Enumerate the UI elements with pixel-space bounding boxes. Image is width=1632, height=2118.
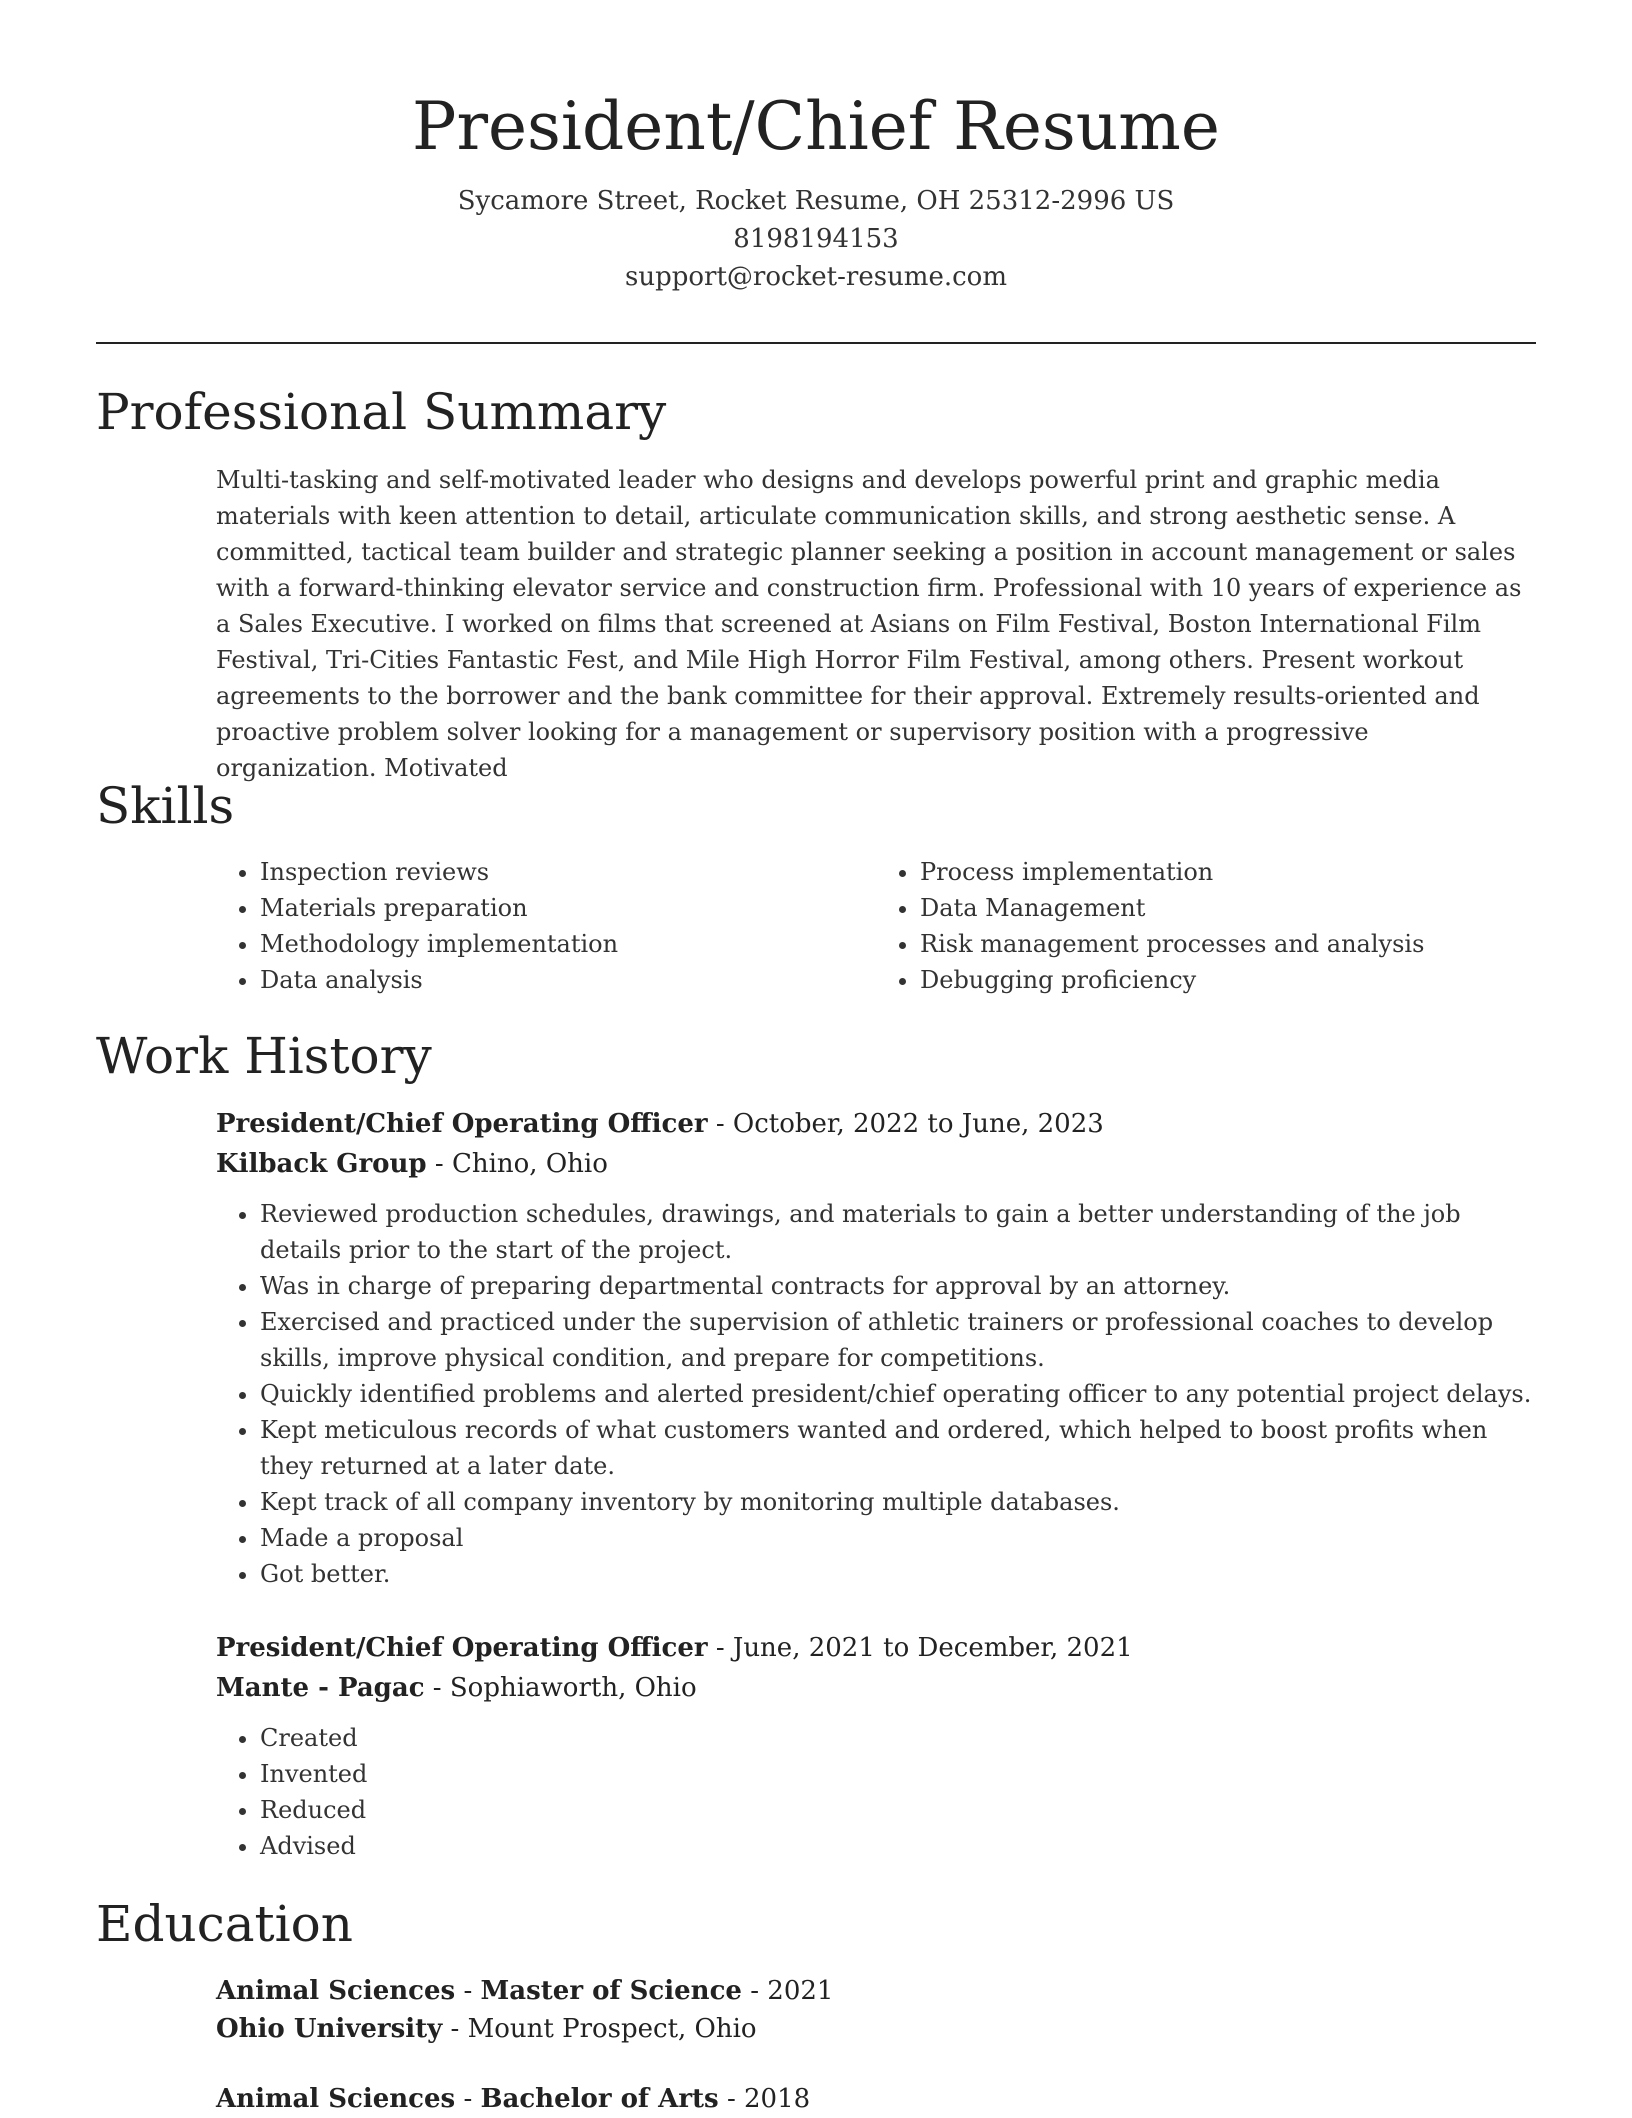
job-bullet: • Kept track of all company inventory by monitoring multiple databases.: [260, 1484, 1536, 1520]
edu-degree: Master of Science: [480, 1976, 742, 2006]
separator: -: [424, 1673, 450, 1703]
job-bullet: • Reduced: [260, 1792, 1536, 1828]
skill-item: • Debugging proficiency: [920, 962, 1536, 998]
job-bullet: • Kept meticulous records of what customers wanted and ordered, which helped to boost profits when they returned at a later date.: [260, 1412, 1536, 1484]
job-location: Chino, Ohio: [451, 1149, 608, 1179]
job-dates: June, 2021 to December, 2021: [732, 1633, 1133, 1663]
job-company: Mante - Pagac: [216, 1673, 425, 1703]
skill-item: • Risk management processes and analysis: [920, 926, 1536, 962]
edu-degree: Bachelor of Arts: [480, 2084, 719, 2114]
job-bullet: • Reviewed production schedules, drawings, and materials to gain a better understanding of the job details prior to the start of the project.: [260, 1196, 1536, 1268]
skills-heading: Skills: [96, 777, 235, 835]
education-entry: [216, 2080, 1536, 2118]
resume-name: President/Chief Resume: [412, 88, 1220, 165]
contact-phone: 8198194153: [733, 224, 899, 254]
job-bullet: • Was in charge of preparing departmental contracts for approval by an attorney.: [260, 1268, 1536, 1304]
skills-column-right: [876, 854, 1536, 998]
job-title-line: [216, 1104, 1536, 1144]
separator: -: [718, 2084, 745, 2114]
job-bullet: • Quickly identified problems and alerted president/chief operating officer to any potential project delays.: [260, 1376, 1536, 1412]
edu-field: Animal Sciences: [216, 1976, 456, 2006]
separator: -: [707, 1633, 733, 1663]
job-title-line: [216, 1628, 1536, 1668]
skill-item: • Process implementation: [920, 854, 1536, 890]
job-bullet: • Exercised and practiced under the supervision of athletic trainers or professional coaches to develop skills, improve physical condition, and prepare for competitions.: [260, 1304, 1536, 1376]
job-entry: [216, 1628, 1536, 1864]
job-bullet: • Invented: [260, 1756, 1536, 1792]
work-history-heading: Work History: [96, 1027, 432, 1085]
edu-school: Ohio University: [216, 2014, 443, 2044]
edu-degree-line: [216, 1972, 1536, 2010]
job-bullet: • Advised: [260, 1828, 1536, 1864]
skill-item: • Materials preparation: [260, 890, 876, 926]
job-company-line: [216, 1144, 1536, 1184]
skill-item: • Data Management: [920, 890, 1536, 926]
separator: -: [455, 2084, 481, 2114]
job-bullet: • Made a proposal: [260, 1520, 1536, 1556]
contact-block: [96, 182, 1536, 296]
resume-header: [96, 82, 1536, 296]
separator: -: [455, 1976, 481, 2006]
job-dates: October, 2022 to June, 2023: [732, 1109, 1104, 1139]
job-company-line: [216, 1668, 1536, 1708]
edu-year: 2021: [767, 1976, 834, 2006]
job-location: Sophiaworth, Ohio: [449, 1673, 697, 1703]
skill-item: • Inspection reviews: [260, 854, 876, 890]
edu-field: Animal Sciences: [216, 2084, 456, 2114]
education-heading: Education: [96, 1895, 353, 1953]
summary-heading: Professional Summary: [96, 383, 667, 441]
skills-list: [216, 854, 1536, 998]
edu-year: 2018: [744, 2084, 811, 2114]
skills-column-left: [216, 854, 876, 998]
header-divider: [96, 342, 1536, 344]
edu-school-line: [216, 2010, 1536, 2048]
job-company: Kilback Group: [216, 1149, 427, 1179]
edu-degree-line: [216, 2080, 1536, 2118]
skill-item: • Methodology implementation: [260, 926, 876, 962]
contact-address: Sycamore Street, Rocket Resume, OH 25312-2996 US: [457, 186, 1175, 216]
separator: -: [707, 1109, 733, 1139]
separator: -: [426, 1149, 452, 1179]
job-role: President/Chief Operating Officer: [216, 1109, 708, 1139]
job-bullet: • Got better.: [260, 1556, 1536, 1592]
separator: -: [442, 2014, 468, 2044]
job-entry: [216, 1104, 1536, 1592]
job-bullets: [216, 1196, 1536, 1592]
separator: -: [741, 1976, 768, 2006]
job-bullet: • Created: [260, 1720, 1536, 1756]
summary-text: Multi-tasking and self-motivated leader who designs and develops powerful print and graphic media materials with keen attention to detail, articulate communication skills, and strong aesthetic sense. A committed, tactical team builder and strategic planner seeking a position in account management or sales with a forward-thinking elevator service and construction firm. Professional with 10 years of experience as a Sales Executive. I worked on films that screened at Asians on Film Festival, Boston International Film Festival, Tri-Cities Fantastic Fest, and Mile High Horror Film Festival, among others. Present workout agreements to the borrower and the bank committee for their approval. Extremely results-oriented and proactive problem solver looking for a management or supervisory position with a progressive organization. Motivated: [216, 466, 1522, 782]
job-bullets: [216, 1720, 1536, 1864]
skill-item: • Data analysis: [260, 962, 876, 998]
contact-email: support@rocket-resume.com: [624, 262, 1007, 292]
edu-location: Mount Prospect, Ohio: [467, 2014, 757, 2044]
education-entry: [216, 1972, 1536, 2048]
job-role: President/Chief Operating Officer: [216, 1633, 708, 1663]
